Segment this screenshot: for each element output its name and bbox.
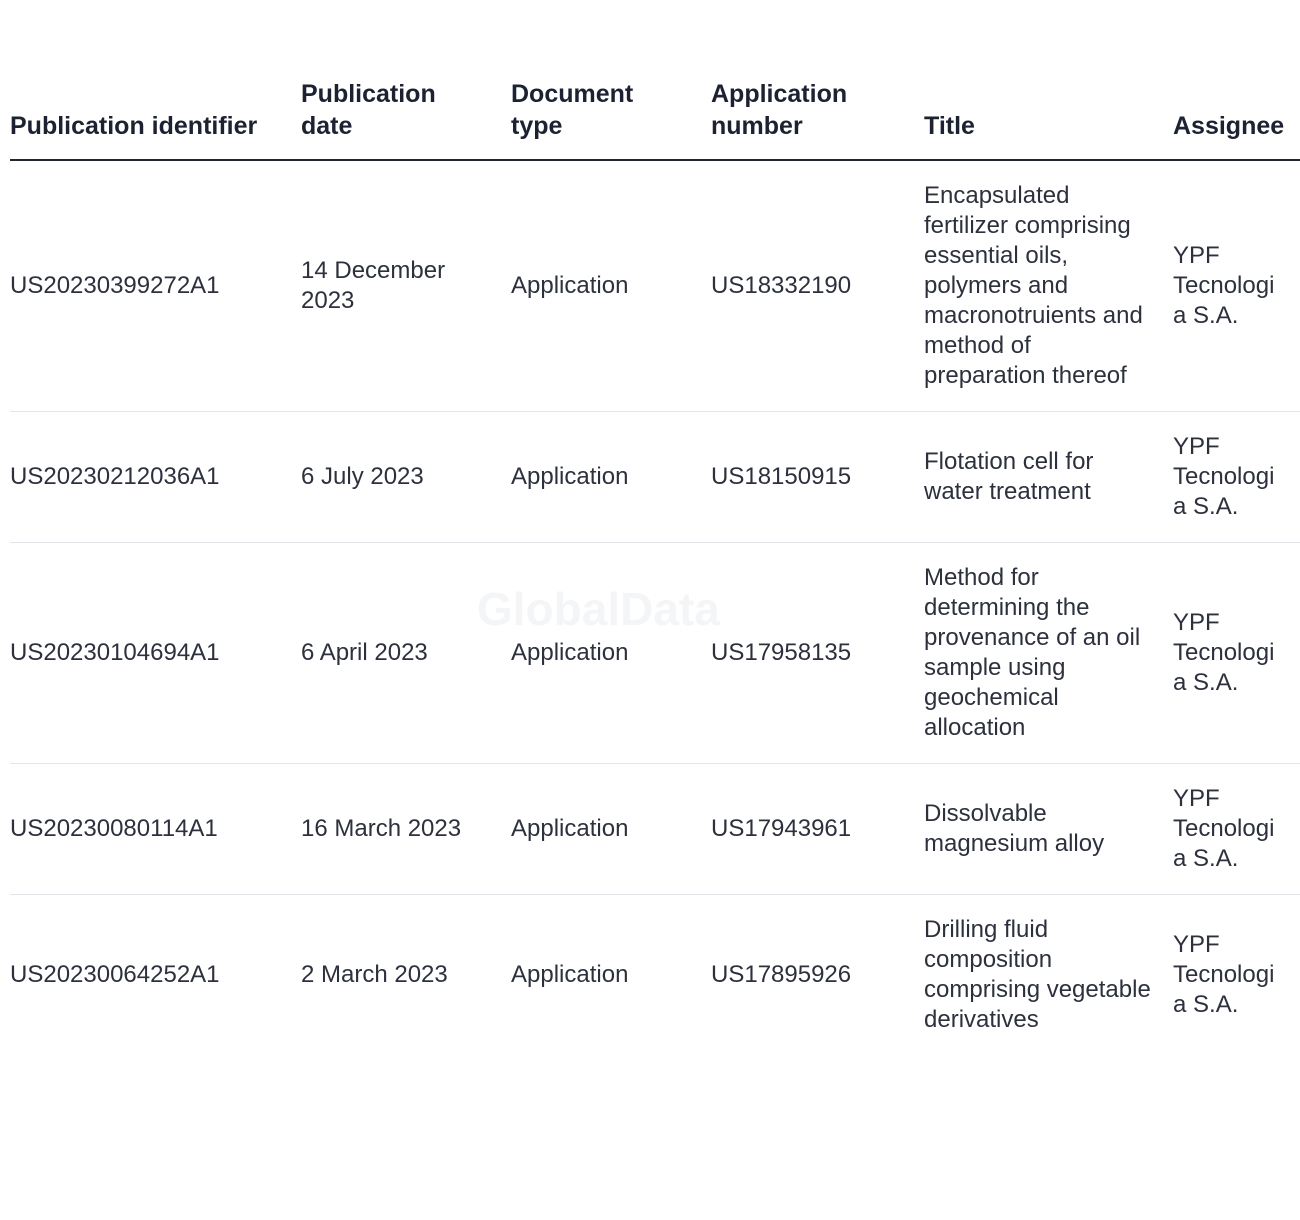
cell-document-type: Application [511,160,711,412]
cell-document-type: Application [511,764,711,895]
cell-application-number: US17895926 [711,961,852,988]
table-row [10,160,1300,412]
cell-application-number: US18150915 [711,412,924,543]
cell-publication-identifier: US20230399272A1 [10,160,301,412]
cell-publication-date: 14 December 2023 [301,160,511,412]
table-row [10,764,1300,895]
cell-application-number: US17943961 [711,764,924,895]
cell-assignee: YPF Tecnologia S.A. [1173,931,1275,1018]
patent-publications-table [10,68,1300,1055]
cell-title: Flotation cell for water treatment [924,412,1173,543]
cell-publication-identifier: US20230104694A1 [10,543,301,764]
header-publication-identifier: Publication identifier [10,68,301,160]
table-row [10,895,1300,1056]
cell-publication-identifier: US20230080114A1 [10,764,301,895]
cell-title: Drilling fluid composition comprising vegetable derivatives [924,916,1151,1033]
table-header-row [10,68,1300,160]
cell-publication-date: 6 July 2023 [301,412,511,543]
cell-assignee: YPF Tecnologia S.A. [1173,160,1300,412]
table-row [10,412,1300,543]
cell-document-type: Application [511,961,629,988]
cell-assignee: YPF Tecnologia S.A. [1173,412,1300,543]
cell-publication-date: 16 March 2023 [301,764,511,895]
header-assignee: Assignee [1173,68,1300,160]
cell-publication-date: 6 April 2023 [301,543,511,764]
cell-publication-identifier: US20230064252A1 [10,961,220,988]
header-title: Title [924,68,1173,160]
cell-assignee: YPF Tecnologia S.A. [1173,764,1300,895]
cell-document-type: Application [511,412,711,543]
table-row [10,543,1300,764]
cell-publication-identifier: US20230212036A1 [10,412,301,543]
cell-publication-date: 2 March 2023 [301,961,448,988]
cell-title: Method for determining the provenance of an oil sample using geochemical allocation [924,543,1173,764]
header-application-number: Application number [711,68,924,160]
cell-title: Encapsulated fertilizer comprising essential oils, polymers and macronotruients and method of preparation thereof [924,160,1173,412]
globaldata-watermark: GlobalData [477,583,720,635]
cell-assignee: YPF Tecnologia S.A. [1173,543,1300,764]
cell-application-number: US17958135 [711,543,924,764]
header-publication-date: Publication date [301,68,511,160]
header-document-type: Document type [511,68,711,160]
cell-title: Dissolvable magnesium alloy [924,764,1173,895]
cell-document-type: Application [511,543,711,764]
cell-application-number: US18332190 [711,160,924,412]
